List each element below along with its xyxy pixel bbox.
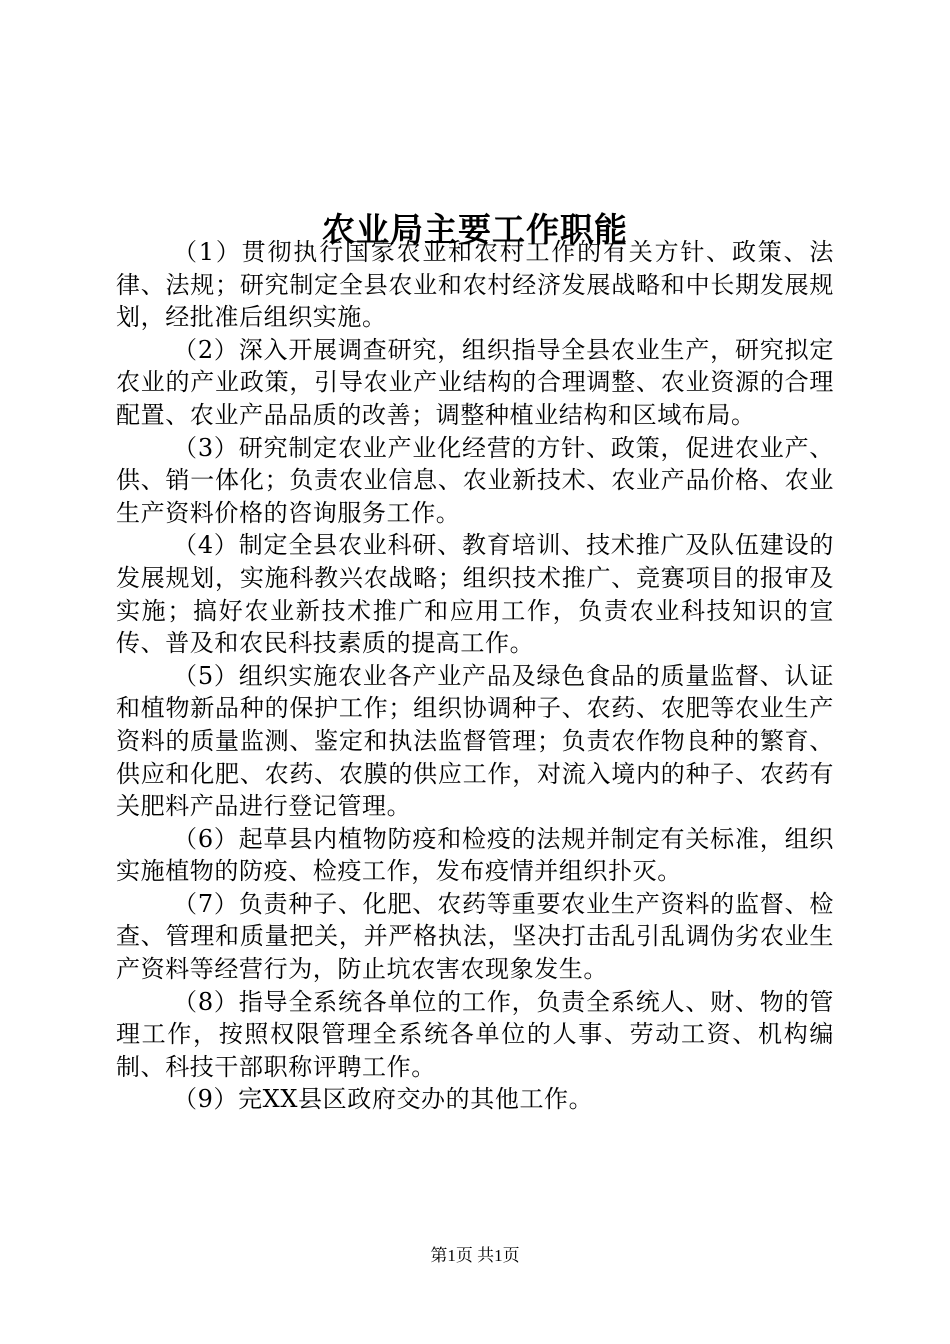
paragraph-6: （6）起草县内植物防疫和检疫的法规并制定有关标准，组织实施植物的防疫、检疫工作，发布疫情并组织扑灭。 <box>116 824 834 886</box>
paragraph-7: （7）负责种子、化肥、农药等重要农业生产资料的监督、检查、管理和质量把关，并严格执法，坚决打击乱引乱调伪劣农业生产资料等经营行为，防止坑农害农现象发生。 <box>116 889 834 984</box>
document-body <box>116 236 834 1116</box>
page-title: 农业局主要工作职能 <box>322 210 628 250</box>
paragraph-3: （3）研究制定农业产业化经营的方针、政策，促进农业产、供、销一体化；负责农业信息、农业新技术、农业产品价格、农业生产资料价格的咨询服务工作。 <box>116 433 834 527</box>
paragraph-4: （4）制定全县农业科研、教育培训、技术推广及队伍建设的发展规划，实施科教兴农战略；组织技术推广、竞赛项目的报审及实施；搞好农业新技术推广和应用工作，负责农业科技知识的宣传、普及和农民科技素质的提高工作。 <box>116 531 834 658</box>
paragraph-2: （2）深入开展调查研究，组织指导全县农业生产，研究拟定农业的产业政策，引导农业产业结构的合理调整、农业资源的合理配置、农业产品品质的改善；调整种植业结构和区域布局。 <box>116 335 834 429</box>
paragraph-9: （9）完XX县区政府交办的其他工作。 <box>173 1085 594 1114</box>
paragraph-1: （1）贯彻执行国家农业和农村工作的有关方针、政策、法律、法规；研究制定全县农业和农村经济发展战略和中长期发展规划，经批准后组织实施。 <box>116 238 834 332</box>
paragraph-5: （5）组织实施农业各产业产品及绿色食品的质量监督、认证和植物新品种的保护工作；组织协调种子、农药、农肥等农业生产资料的质量监测、鉴定和执法监督管理；负责农作物良种的繁育、供应和化肥、农药、农膜的供应工作，对流入境内的种子、农药有关肥料产品进行登记管理。 <box>116 661 834 821</box>
paragraph-8: （8）指导全系统各单位的工作，负责全系统人、财、物的管理工作，按照权限管理全系统各单位的人事、劳动工资、机构编制、科技干部职称评聘工作。 <box>116 987 834 1081</box>
page-number-footer: 第1页 共1页 <box>430 1246 520 1265</box>
